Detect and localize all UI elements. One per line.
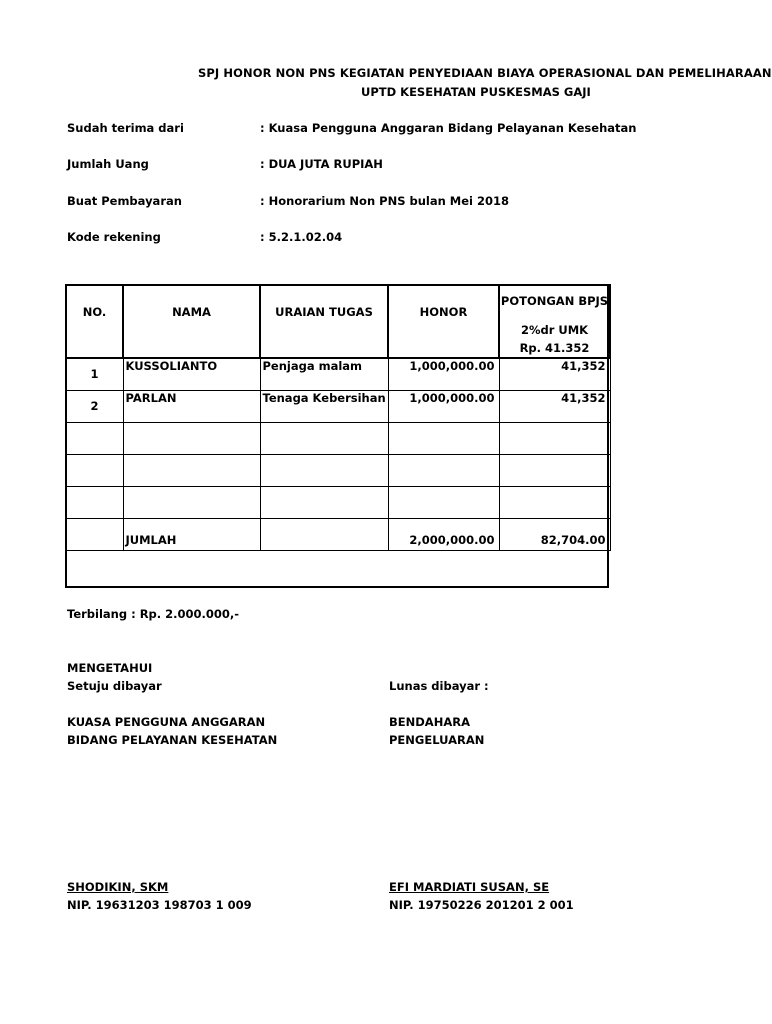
document-title-text: SPJ HONOR NON PNS KEGIATAN PENYEDIAAN BIAYA OPERASIONAL DAN PEMELIHARAAN <box>198 66 772 80</box>
row-potongan-cell <box>499 358 610 391</box>
right-sign-line1: Lunas dibayar : <box>389 679 489 693</box>
header-honor-cell <box>388 285 499 358</box>
row-honor: 1,000,000.00 <box>409 391 495 405</box>
row-uraian-cell <box>260 391 388 423</box>
row-uraian: Tenaga Kebersihan <box>262 391 386 405</box>
empty-cell <box>499 455 610 487</box>
left-sign-line2: KUASA PENGGUNA ANGGARAN <box>67 715 266 729</box>
header-no-cell <box>66 285 123 358</box>
row-no: 1 <box>90 367 99 381</box>
empty-cell <box>499 423 610 455</box>
empty-cell <box>260 455 388 487</box>
row-honor: 1,000,000.00 <box>409 359 495 373</box>
row-uraian: Penjaga malam <box>262 359 363 373</box>
table-row-empty <box>66 455 610 487</box>
header-nama-cell <box>123 285 260 358</box>
total-uraian-cell <box>260 519 388 551</box>
document-title-line1 <box>0 66 772 84</box>
field-label-jumlah-uang: Jumlah Uang <box>67 157 149 171</box>
left-sign-line3: BIDANG PELAYANAN KESEHATAN <box>67 733 278 747</box>
total-potongan-cell <box>499 519 610 551</box>
right-sign-line3: PENGELUARAN <box>389 733 485 747</box>
total-no-cell <box>66 519 123 551</box>
row-no-cell <box>66 391 123 423</box>
table-header-row <box>66 285 610 358</box>
field-label-buat-pembayaran: Buat Pembayaran <box>67 194 182 208</box>
row-nama-cell <box>123 391 260 423</box>
total-honor: 2,000,000.00 <box>409 533 495 547</box>
field-value-kode-rekening: : 5.2.1.02.04 <box>260 230 343 244</box>
field-value-sudah-terima: : Kuasa Pengguna Anggaran Bidang Pelayanan Kesehatan <box>260 121 637 135</box>
right-sign-line2: BENDAHARA <box>389 715 470 729</box>
left-sign-name: SHODIKIN, SKM <box>67 880 169 894</box>
empty-cell <box>123 455 260 487</box>
row-honor-cell <box>388 358 499 391</box>
empty-cell <box>66 455 123 487</box>
header-nama: NAMA <box>172 305 211 319</box>
header-potongan-umk: 2%dr UMK <box>520 323 589 337</box>
left-sign-nip: NIP. 19631203 198703 1 009 <box>67 898 252 912</box>
row-nama-cell <box>123 358 260 391</box>
table-total-row <box>66 519 610 551</box>
header-potongan-cell <box>499 285 610 358</box>
terbilang-text: Terbilang : Rp. 2.000.000,- <box>67 607 240 621</box>
field-label-sudah-terima: Sudah terima dari <box>67 121 184 135</box>
row-potongan-cell <box>499 391 610 423</box>
field-label-kode-rekening: Kode rekening <box>67 230 161 244</box>
right-sign-nip: NIP. 19750226 201201 2 001 <box>389 898 574 912</box>
row-uraian-cell <box>260 358 388 391</box>
header-potongan-bpjs: POTONGAN BPJS <box>500 294 609 308</box>
header-honor: HONOR <box>419 305 468 319</box>
table-row-empty <box>66 487 610 519</box>
empty-cell <box>123 423 260 455</box>
table-row <box>66 391 610 423</box>
header-no: NO. <box>82 305 107 319</box>
left-sign-line1: Setuju dibayar <box>67 679 162 693</box>
header-uraian-cell <box>260 285 388 358</box>
empty-cell <box>388 423 499 455</box>
empty-cell <box>66 487 123 519</box>
right-sign-name: EFI MARDIATI SUSAN, SE <box>389 880 550 894</box>
empty-cell <box>388 455 499 487</box>
mengetahui-label: MENGETAHUI <box>67 661 153 675</box>
empty-cell <box>66 423 123 455</box>
total-potongan: 82,704.00 <box>540 533 606 547</box>
empty-cell <box>260 423 388 455</box>
empty-cell <box>388 487 499 519</box>
field-value-jumlah-uang: : DUA JUTA RUPIAH <box>260 157 383 171</box>
empty-cell <box>123 487 260 519</box>
table-row-empty <box>66 423 610 455</box>
row-no-cell <box>66 358 123 391</box>
row-honor-cell <box>388 391 499 423</box>
empty-cell <box>499 487 610 519</box>
row-nama: PARLAN <box>125 391 177 405</box>
field-value-buat-pembayaran: : Honorarium Non PNS bulan Mei 2018 <box>260 194 509 208</box>
document-title-line2: UPTD KESEHATAN PUSKESMAS GAJI <box>361 85 591 99</box>
row-nama: KUSSOLIANTO <box>125 359 218 373</box>
header-potongan-rp: Rp. 41.352 <box>519 341 590 355</box>
honor-table <box>65 284 611 551</box>
total-label: JUMLAH <box>125 533 177 547</box>
empty-cell <box>260 487 388 519</box>
header-uraian-tugas: URAIAN TUGAS <box>275 305 373 319</box>
table-row <box>66 358 610 391</box>
row-no: 2 <box>90 399 99 413</box>
row-potongan: 41,352 <box>561 391 606 405</box>
total-label-cell <box>123 519 260 551</box>
row-potongan: 41,352 <box>561 359 606 373</box>
total-honor-cell <box>388 519 499 551</box>
